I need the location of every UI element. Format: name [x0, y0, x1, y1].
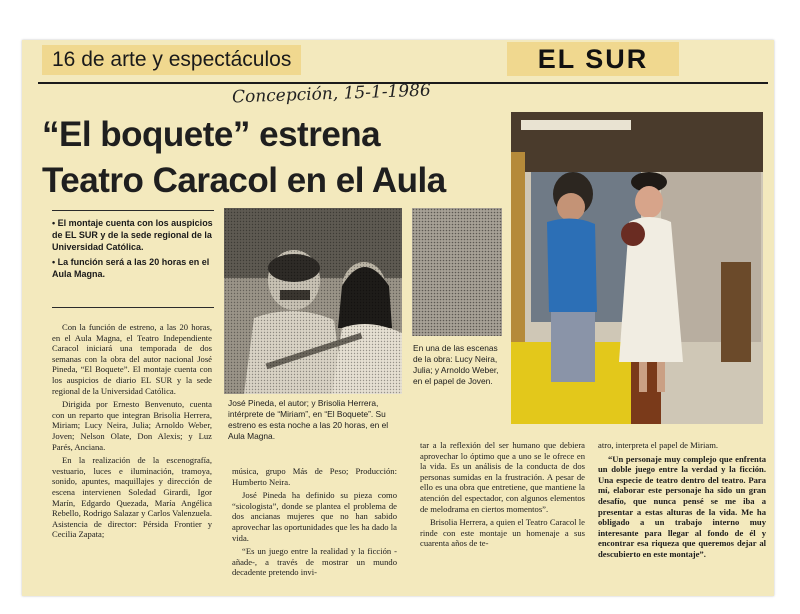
- summary-bullets: [52, 210, 214, 308]
- bullet-item: • La función será a las 20 horas en el Aula Magna.: [52, 257, 210, 279]
- headline: [42, 112, 512, 204]
- article-column-4: [598, 440, 766, 563]
- photo-caption-scene: En una de las escenas de la obra: Lucy Neira, Julia; y Arnoldo Weber, en el papel de Joven.: [413, 343, 499, 386]
- article-column-2: [232, 466, 397, 581]
- article-column-3: [420, 440, 585, 552]
- photo-stage-scene: [511, 112, 763, 424]
- photo-author-actress-image: [224, 208, 402, 394]
- section-header: 16 de arte y espectáculos: [42, 45, 301, 75]
- paragraph: “Un personaje muy complejo que enfrenta un doble juego entre la verdad y la ficción. Una especie de teatro dentro del teatro. Para mí, elaborar este personaje ha sido un gran desafío, que nunca pensé se me iba a presentar a estas alturas de la vida. Me ha obligado a un trabajo interno muy interesante para llegar al fondo de él y encontrar esa riqueza que queremos dejar al descubierto en este montaje”.: [598, 453, 766, 559]
- photo-author-actress: [224, 208, 402, 394]
- bullet-item: • El montaje cuenta con los auspicios de EL SUR y de la sede regional de la Universidad Católica.: [52, 218, 213, 252]
- paragraph: José Pineda ha definido su pieza como “sicologista”, donde se plantea el problema de dos ancianas mujeres que no han sabido aprovechar las oportunidades que les ha dado la vida.: [232, 490, 397, 543]
- paragraph: tar a la reflexión del ser humano que debiera aprovechar lo óptimo que a uno se le ofrece en la vida. Es un análisis de la conducta de dos personas sumidas en la frustración. A pesar de ello es una obra que entretiene, que mantiene la atención del espectador, con algunos elementos de melodrama en ciertos momentos”.: [420, 440, 585, 514]
- paragraph: Con la función de estreno, a las 20 horas, en el Aula Magna, el Teatro Independiente Caracol iniciará una temporada de dos semanas con la obra del autor nacional José Pineda, “El Boquete”. El montaje cuenta con los auspicios de diario EL SUR y la sede regional de la Universidad Católica.: [52, 322, 212, 396]
- article-column-1: [52, 322, 212, 543]
- headline-line-1: “El boquete” estrena: [42, 115, 381, 154]
- paragraph: Dirigida por Ernesto Benvenuto, cuenta con un reparto que integran Brisolia Herrera, Miriam; Lucy Neira, Julia; Arnoldo Weber, Joven; Nelson Olate, Don Alexis; y Luz Parés, Anciana.: [52, 399, 212, 452]
- newspaper-name: EL SUR: [507, 42, 679, 76]
- headline-line-2: Teatro Caracol en el Aula: [42, 161, 446, 200]
- handwritten-date: Concepción, 15-1-1986: [231, 80, 432, 108]
- photo-caption-author: José Pineda, el autor; y Brisolia Herrera, intérprete de “Miriam”, en “El Boquete”. Su estreno es esta noche a las 20 horas, en el Aula Magna.: [228, 398, 389, 441]
- paragraph: música, grupo Más de Peso; Producción: Humberto Neira.: [232, 466, 397, 487]
- photo-stage-scene-image: [511, 112, 763, 424]
- paragraph: atro, interpreta el papel de Miriam.: [598, 440, 719, 450]
- paragraph: Brisolia Herrera, a quien el Teatro Caracol le rinde con este montaje un homenaje a sus cuarenta años de te-: [420, 517, 585, 549]
- paragraph: En la realización de la escenografía, vestuario, luces e iluminación, tramoya, sonido, apuntes, maquillajes y dirección de escena intervienen Soledad Girardi, Igor Marín, Edgardo Quezada, María Angélica Rebello, Rodrigo Salazar y Carlos Valenzuela. Asistencia de director: Pérsida Frontier y Cecilia Zapata;: [52, 455, 212, 540]
- paragraph: “Es un juego entre la realidad y la ficción -añade-, a través de mostrar un mundo decadente pretendo invi-: [232, 546, 397, 578]
- photo-stage-detail: [412, 208, 502, 336]
- photo-stage-detail-image: [412, 208, 502, 336]
